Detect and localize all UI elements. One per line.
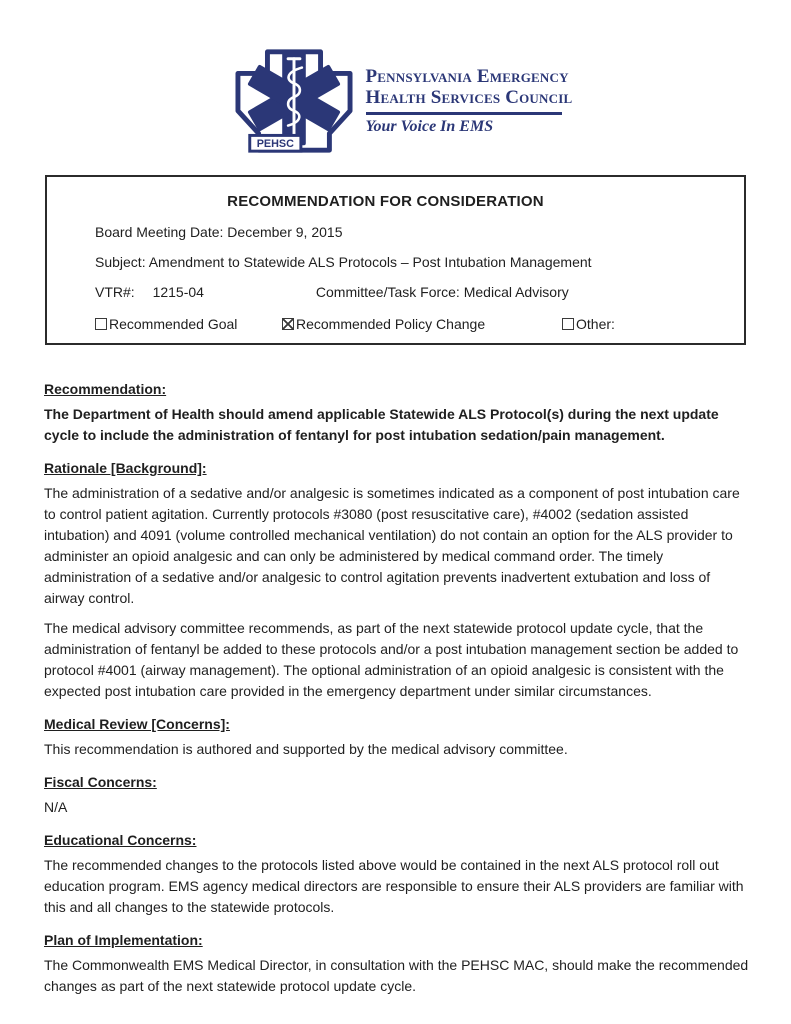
- vtr-committee-row: [95, 284, 724, 300]
- board-meeting-date-row: [95, 224, 724, 240]
- vtr-group: [95, 284, 312, 300]
- pehsc-plate-label: PEHSC: [256, 138, 294, 151]
- board-meeting-date-label: Board Meeting Date:: [95, 224, 224, 240]
- subject-value: Amendment to Statewide ALS Protocols – Post Intubation Management: [148, 254, 592, 270]
- subject-label: Subject:: [95, 254, 146, 270]
- recommended-policy-change-checkbox[interactable]: [282, 318, 294, 330]
- board-meeting-date-value: December 9, 2015: [227, 224, 343, 240]
- subject-row: [95, 254, 724, 270]
- pehsc-logo-header: [0, 0, 791, 160]
- section-medical-review: [44, 714, 749, 760]
- vtr-label: VTR#:: [95, 284, 135, 300]
- recommended-policy-change-label: Recommended Policy Change: [296, 316, 486, 332]
- section-fiscal-concerns: [44, 772, 749, 818]
- medical-review-heading: Medical Review [Concerns]:: [44, 716, 230, 732]
- logo-divider: [366, 112, 562, 115]
- org-name-line1: Pennsylvania Emergency: [365, 65, 569, 87]
- rationale-heading: Rationale [Background]:: [44, 460, 207, 476]
- checkbox-item-other: [562, 316, 615, 332]
- org-tagline: Your Voice In EMS: [365, 118, 494, 136]
- medical-review-paragraph: This recommendation is authored and supported by the medical advisory committee.: [44, 741, 568, 757]
- section-recommendation: [44, 379, 749, 446]
- org-name-block: [365, 65, 573, 137]
- rationale-paragraph-2: The medical advisory committee recommends, as part of the next statewide protocol update cycle, that the administration of fentanyl be added to these protocols and/or a post intubation management section be added to protocol #4001 (airway management). The optional administration of an opioid analgesic is consistent with the expected post intubation care provided in the emergency department under similar circumstances.: [44, 620, 739, 699]
- recommended-goal-checkbox[interactable]: [95, 318, 107, 330]
- org-name-line2: Health Services Council: [365, 87, 573, 108]
- fiscal-concerns-paragraph: N/A: [44, 799, 68, 815]
- educational-concerns-paragraph: The recommended changes to the protocols listed above would be contained in the next ALS protocol roll out education program. EMS agency medical directors are responsible to ensure their ALS providers are familiar with this and all changes to the statewide protocols.: [44, 857, 744, 915]
- committee-value: Medical Advisory: [463, 284, 569, 300]
- vtr-value: 1215-04: [152, 284, 204, 300]
- section-rationale: [44, 458, 749, 702]
- checkbox-row: [95, 316, 724, 332]
- checkbox-item-recommended-policy-change: [282, 316, 562, 332]
- pehsc-logo-graphic: [230, 42, 358, 160]
- recommendation-form-box: [45, 175, 746, 345]
- recommended-goal-label: Recommended Goal: [109, 316, 238, 332]
- other-checkbox[interactable]: [562, 318, 574, 330]
- other-label: Other:: [576, 316, 615, 332]
- form-title: RECOMMENDATION FOR CONSIDERATION: [227, 193, 544, 210]
- checkbox-item-recommended-goal: [95, 316, 282, 332]
- section-educational-concerns: [44, 830, 749, 918]
- recommendation-paragraph: The Department of Health should amend applicable Statewide ALS Protocol(s) during the next update cycle to include the administration of fentanyl for post intubation sedation/pain management.: [44, 406, 719, 443]
- plan-of-implementation-paragraph: The Commonwealth EMS Medical Director, in consultation with the PEHSC MAC, should make the recommended changes as part of the next statewide protocol update cycle.: [44, 957, 749, 994]
- document-body: [44, 379, 749, 997]
- educational-concerns-heading: Educational Concerns:: [44, 832, 197, 848]
- recommendation-heading: Recommendation:: [44, 381, 167, 397]
- fiscal-concerns-heading: Fiscal Concerns:: [44, 774, 157, 790]
- plan-of-implementation-heading: Plan of Implementation:: [44, 932, 203, 948]
- section-plan-of-implementation: [44, 930, 749, 997]
- committee-label: Committee/Task Force:: [315, 284, 460, 300]
- rationale-paragraph-1: The administration of a sedative and/or analgesic is sometimes indicated as a component of post intubation care to control patient agitation. Currently protocols #3080 (post resuscitative care), #4002 (sedation assisted intubation) and 4091 (volume controlled mechanical ventilation) do not contain an option for the ALS provider to administer an opioid analgesic and can only be administered by medical command order. The timely administration of a sedative and/or analgesic to control agitation prevents inadvertent extubation and loss of airway control.: [44, 485, 740, 606]
